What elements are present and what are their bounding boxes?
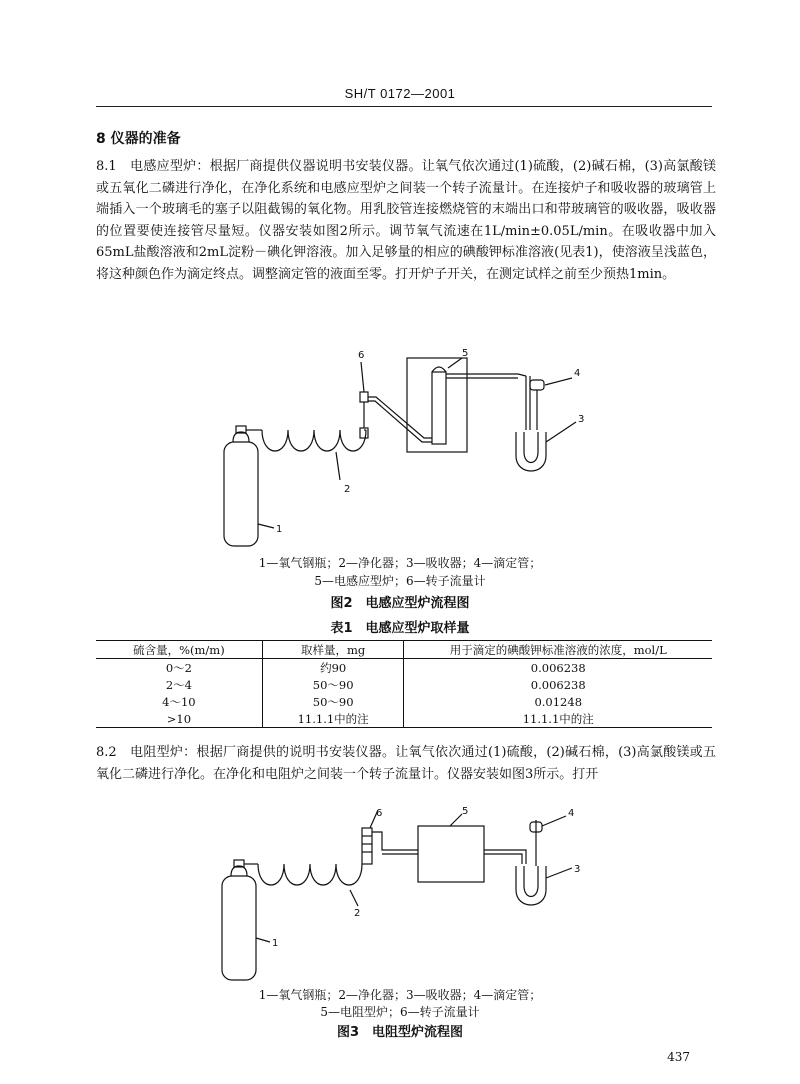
table-header-cell: 硫含量，%(m/m)	[133, 642, 225, 657]
fig2-label-5: 5	[462, 348, 469, 359]
burette-icon	[530, 380, 544, 390]
table-cell: 0～2	[165, 660, 192, 675]
table-1	[96, 640, 712, 728]
oxygen-cylinder-icon	[222, 876, 256, 980]
resistance-furnace-icon	[418, 826, 484, 882]
table-row	[96, 676, 712, 693]
header-rule	[96, 106, 712, 107]
fig3-label-6: 6	[376, 808, 383, 819]
table-header-row	[96, 641, 712, 659]
table-header-cell: 用于滴定的碘酸钾标准溶液的浓度，mol/L	[404, 641, 712, 659]
figure-2-legend-2: 5—电感应型炉；6—转子流量计	[314, 574, 486, 588]
absorber-icon	[516, 432, 546, 471]
table-header-cell: 取样量，mg	[262, 641, 404, 659]
figure-2-diagram	[200, 340, 620, 552]
absorber-icon	[516, 866, 546, 905]
table-cell: >10	[166, 711, 192, 726]
rotameter-icon	[362, 828, 372, 864]
paragraph-8-1: 8.1 电感应型炉：根据厂商提供仪器说明书安装仪器。让氧气依次通过(1)硫酸，(2)碱石棉，(3)高氯酸镁或五氧化二磷进行净化，在净化系统和电感应型炉之间装一个转子流量计。在连接炉子和吸收器的玻璃管上端插入一个玻璃毛的塞子以阻截锡的氧化物。用乳胶管连接燃烧管的末端出口和带玻璃管的吸收器，吸收器的位置要使连接管尽量短。仪器安装如图2所示。调节氧气流速在1L/min±0.05L/min。在吸收器中加入65mL盐酸溶液和2mL淀粉－碘化钾溶液。加入足够量的相应的碘酸钾标准溶液(见表1)，使溶液呈浅蓝色，将这种颜色作为滴定终点。调整滴定管的液面至零。打开炉子开关，在测定试样之前至少预热1min。	[96, 159, 716, 282]
table-1-caption: 表1 电感应型炉取样量	[330, 621, 470, 636]
section-title: 8 仪器的准备	[96, 131, 181, 147]
fig2-label-1: 1	[276, 524, 283, 535]
purifier-icon	[258, 864, 362, 885]
figure-3-legend-1: 1—氧气钢瓶；2—净化器；3—吸收器；4—滴定管；	[258, 988, 542, 1002]
oxygen-cylinder-icon	[224, 442, 258, 546]
paragraph-8-2: 8.2 电阻型炉：根据厂商提供的说明书安装仪器。让氧气依次通过(1)硫酸，(2)碱石棉，(3)高氯酸镁或五氧化二磷进行净化。在净化和电阻炉之间装一个转子流量计。仪器安装如图3所示。打开	[96, 745, 716, 782]
fig2-label-6: 6	[358, 350, 365, 361]
table-cell: 11.1.1中的注	[404, 710, 712, 728]
figure-2-caption: 图2 电感应型炉流程图	[330, 596, 470, 611]
table-cell: 50～90	[262, 676, 404, 693]
fig3-label-1: 1	[272, 938, 279, 949]
fig3-label-2: 2	[354, 908, 361, 919]
table-cell: 50～90	[262, 693, 404, 710]
table-cell: 0.006238	[404, 659, 712, 677]
figure-2-legend-1: 1—氧气钢瓶；2—净化器；3—吸收器；4—滴定管；	[258, 556, 542, 570]
table-cell: 约90	[262, 659, 404, 677]
purifier-icon	[262, 430, 366, 451]
figure-3-diagram	[200, 806, 620, 986]
fig3-label-4: 4	[568, 808, 575, 819]
table-row	[96, 693, 712, 710]
table-row	[96, 710, 712, 728]
table-cell: 2～4	[165, 677, 192, 692]
table-cell: 11.1.1中的注	[262, 710, 404, 728]
figure-3-caption: 图3 电阻型炉流程图	[336, 1025, 464, 1040]
fig2-label-2: 2	[344, 484, 351, 495]
fig2-label-4: 4	[574, 368, 581, 379]
standard-number: SH/T 0172—2001	[344, 86, 456, 101]
page-number: 437	[667, 1050, 690, 1064]
fig3-label-3: 3	[574, 864, 581, 875]
table-cell: 0.01248	[404, 693, 712, 710]
fig3-label-5: 5	[462, 806, 469, 817]
fig2-label-3: 3	[578, 414, 585, 425]
table-cell: 4～10	[162, 694, 196, 709]
figure-3-legend-2: 5—电阻型炉；6—转子流量计	[320, 1005, 480, 1019]
table-cell: 0.006238	[404, 676, 712, 693]
table-row	[96, 659, 712, 677]
